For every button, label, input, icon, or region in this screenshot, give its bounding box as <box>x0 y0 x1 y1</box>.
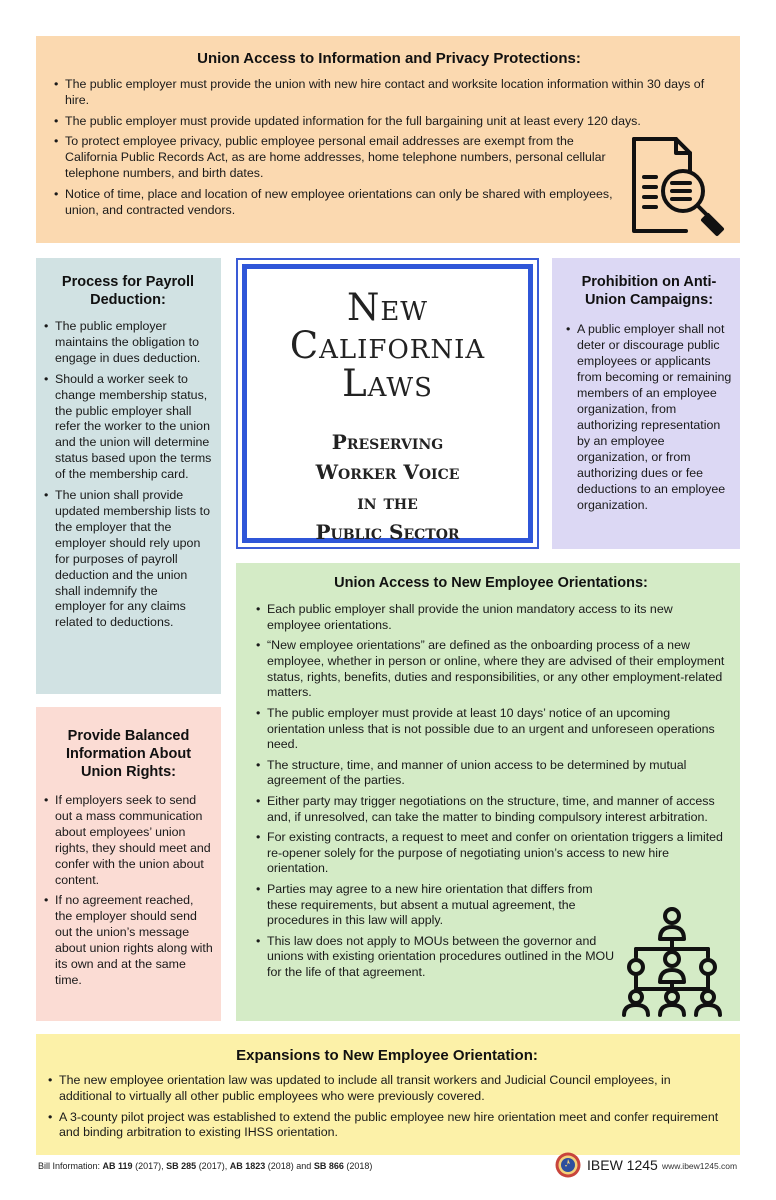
subtitle-line-2: Worker Voice <box>315 460 460 484</box>
org-chart-icon <box>616 905 728 1017</box>
prohibit-list <box>566 321 732 513</box>
balanced-information-section <box>36 707 221 1021</box>
orient-bullet-3: • The public employer must provide at least 10 days’ notice of an upcoming orientation unless that is not possible due to an urgent and unforeseen operations need. <box>256 706 726 753</box>
payroll-list <box>44 319 212 631</box>
subtitle-line-1: Preserving <box>331 430 444 454</box>
orient-bullet-7: • Parties may agree to a new hire orientation that differs from these requirements, but absent a mutual agreement, the procedures in this law will apply. <box>256 882 615 929</box>
privacy-bullet-4: • Notice of time, place and location of new employee orientations can only be shared with employees, union, and contracted vendors. <box>54 187 613 219</box>
orientation-section <box>236 563 740 1021</box>
orient-bullet-1: • Each public employer shall provide the union mandatory access to its new employee orientations. <box>256 602 726 634</box>
balanced-title: Provide Balanced Information About Union Rights: <box>65 728 192 780</box>
bill-label: Bill Information: <box>38 1161 101 1171</box>
balanced-bullet-1: • If employers seek to send out a mass communication about employees’ union rights, they should meet and confer with the union about content. <box>44 793 213 888</box>
ibew-seal-logo <box>555 1152 581 1178</box>
main-title-line-1: New <box>346 286 429 329</box>
privacy-bullet-3: • To protect employee privacy, public employee personal email addresses are exempt from the California Public Records Act, as are home addresses, home telephone numbers, personal cellular telephone numbers, and birth dates. <box>54 134 613 181</box>
balanced-bullet-2: • If no agreement reached, the employer should send out the union’s message about union rights along with its own and at the same time. <box>44 893 213 988</box>
subtitle-line-3: in the <box>357 490 418 514</box>
bill-year-3: (2018) and <box>267 1161 312 1171</box>
expand-list <box>48 1073 726 1141</box>
main-title <box>247 286 528 405</box>
privacy-bullet-2: • The public employer must provide updated information for the full bargaining unit at least every 120 days. <box>54 114 724 130</box>
expand-bullet-1: • The new employee orientation law was updated to include all transit workers and Judicial Council employees, in additional to virtually all other public employees who were previously covered. <box>48 1073 726 1105</box>
payroll-deduction-section <box>36 258 221 694</box>
orient-title: Union Access to New Employee Orientations: <box>334 575 648 591</box>
privacy-bullet-1: • The public employer must provide the union with new hire contact and worksite location information within 30 days of hire. <box>54 77 724 109</box>
org-name: IBEW 1245 <box>587 1157 658 1173</box>
bill-year-2: (2017), <box>198 1161 228 1171</box>
bill-ab1823: AB 1823 <box>229 1161 266 1171</box>
bill-year-4: (2018) <box>346 1161 373 1171</box>
orient-bullet-5: • Either party may trigger negotiations on the structure, time, and manner of access and, if unresolved, can take the matter to binding compulsory interest arbitration. <box>256 794 726 826</box>
orient-bullet-8: • This law does not apply to MOUs between the governor and unions with existing orientation procedures outlined in the MOU for the life of that agreement. <box>256 934 615 981</box>
payroll-bullet-2: • Should a worker seek to change membership status, the public employer shall refer the worker to the union and the union will determine status based upon the terms of the membership card. <box>44 372 212 483</box>
main-title-line-3: Laws <box>342 362 433 405</box>
prohibit-title: Prohibition on Anti-Union Campaigns: <box>581 274 717 308</box>
bill-sb866: SB 866 <box>313 1161 344 1171</box>
title-inner-border <box>242 264 533 543</box>
prohibit-bullet-1: • A public employer shall not deter or discourage public employees or applicants from becoming or remaining members of an employee organization, from authorizing representation by an employee organization, or from authorizing dues or fee deductions to an employee organization. <box>566 321 732 513</box>
subtitle <box>247 427 528 547</box>
privacy-title: Union Access to Information and Privacy Protections: <box>197 50 581 67</box>
privacy-section <box>36 36 740 243</box>
bill-year-1: (2017), <box>135 1161 164 1171</box>
payroll-bullet-3: • The union shall provide updated membership lists to the employer that the employer should rely upon for purposes of payroll deduction and the union shall indemnify the employer for any claims related to deductions. <box>44 488 212 631</box>
orient-bullet-4: • The structure, time, and manner of union access to be determined by mutual agreement of the parties. <box>256 758 726 790</box>
bill-sb285: SB 285 <box>166 1161 197 1171</box>
payroll-bullet-1: • The public employer maintains the obligation to engage in dues deduction. <box>44 319 212 367</box>
orient-bullet-2: • “New employee orientations” are defined as the onboarding process of a new employee, whether in person or online, where they are advised of their employment status, rights, benefits, duties and responsibilities, or any other employment-related matters. <box>256 638 726 701</box>
title-box <box>236 258 539 549</box>
expand-bullet-2: • A 3-county pilot project was established to extend the public employee new hire orientation meet and confer requirement and binding arbitration to existing IHSS orientation. <box>48 1110 726 1142</box>
anti-union-section <box>552 258 740 549</box>
expansions-section <box>36 1034 740 1155</box>
balanced-list <box>44 793 213 989</box>
website: www.ibew1245.com <box>662 1161 738 1171</box>
bill-ab119: AB 119 <box>102 1161 133 1171</box>
subtitle-line-4: Public Sector <box>315 520 460 544</box>
orient-bullet-6: • For existing contracts, a request to meet and confer on orientation triggers a limited re-opener solely for the purpose of negotiating union’s access to new hire orientation. <box>256 830 726 877</box>
privacy-list <box>54 77 724 218</box>
expand-title: Expansions to New Employee Orientation: <box>236 1047 538 1064</box>
document-search-icon <box>626 135 730 239</box>
bill-information <box>38 1161 372 1171</box>
payroll-title: Process for Payroll Deduction: <box>61 274 195 308</box>
main-title-line-2: California <box>289 324 486 367</box>
